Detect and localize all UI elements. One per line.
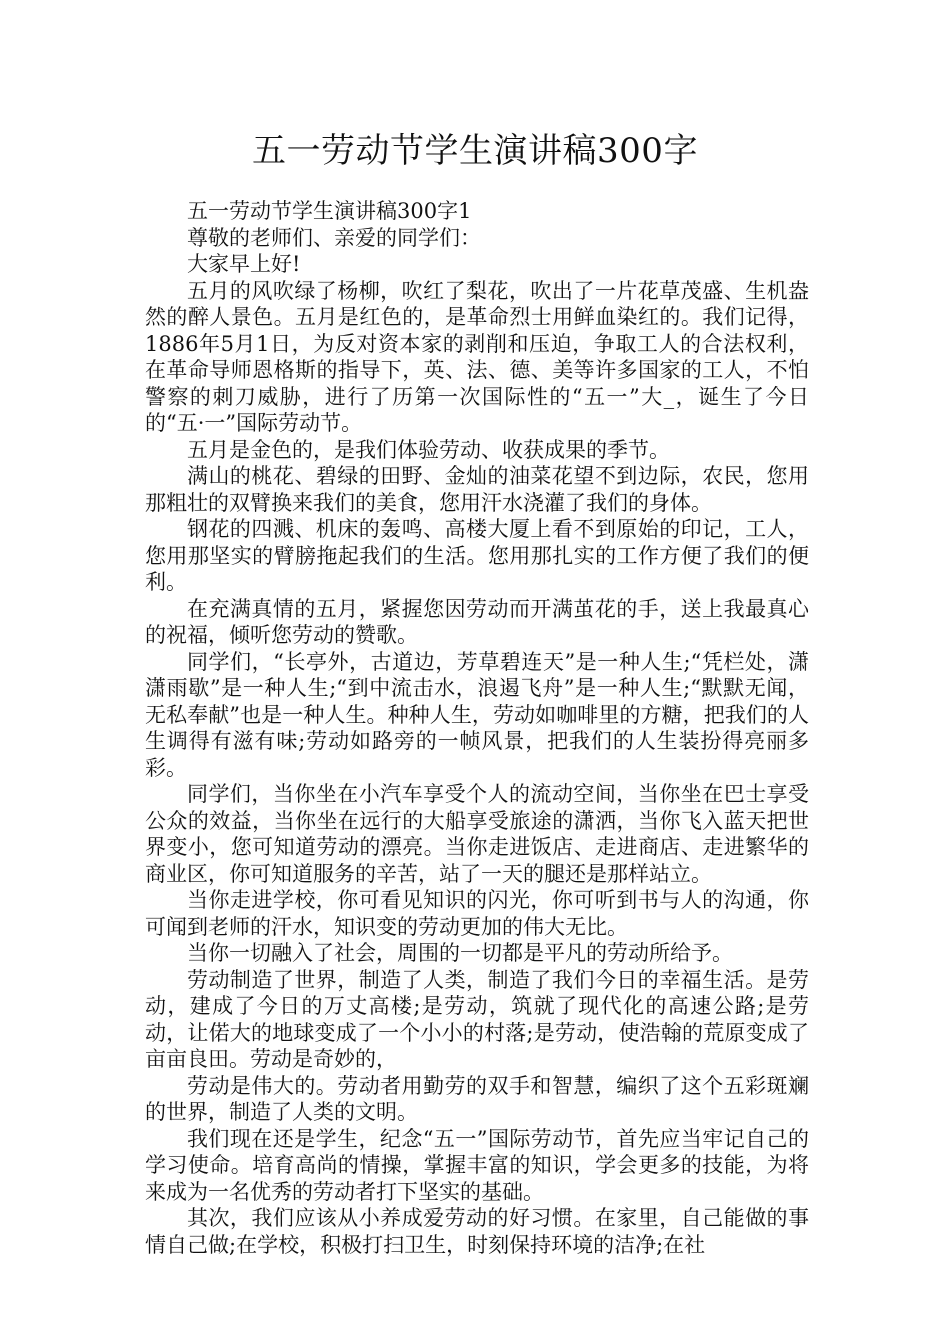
paragraph: 满山的桃花、碧绿的田野、金灿的油菜花望不到边际，农民，您用那粗壮的双臂换来我们的美食，您用汗水浇灌了我们的身体。 [145,464,809,515]
paragraph: 劳动制造了世界，制造了人类，制造了我们今日的幸福生活。是劳动，建成了今日的万丈高楼;是劳动，筑就了现代化的高速公路;是劳动，让偌大的地球变成了一个小小的村落;是劳动，使浩翰的荒原变成了亩亩良田。劳动是奇妙的， [145,967,809,1071]
paragraph: 大家早上好! [187,252,301,276]
paragraph: 劳动是伟大的。劳动者用勤劳的双手和智慧，编织了这个五彩斑斓的世界，制造了人类的文明。 [145,1073,809,1124]
paragraph: 五一劳动节学生演讲稿300字1 [187,199,472,223]
paragraph: 在充满真情的五月，紧握您因劳动而开满茧花的手，送上我最真心的祝福，倾听您劳动的赞歌。 [145,596,809,647]
paragraph: 当你一切融入了社会，周围的一切都是平凡的劳动所给予。 [187,941,733,965]
document-title: 五一劳动节学生演讲稿300字 [252,131,698,171]
paragraph: 其次，我们应该从小养成爱劳动的好习惯。在家里，自己能做的事情自己做;在学校，积极打扫卫生，时刻保持环境的洁净;在社 [145,1206,809,1257]
paragraph: 同学们，当你坐在小汽车享受个人的流动空间，当你坐在巴士享受公众的效益，当你坐在远行的大船享受旅途的潇洒，当你飞入蓝天把世界变小，您可知道劳动的漂亮。当你走进饭店、走进商店、走进繁华的商业区，你可知道服务的辛苦，站了一天的腿还是那样站立。 [145,782,809,886]
paragraph: 我们现在还是学生，纪念“五一”国际劳动节，首先应当牢记自己的学习使命。培育高尚的情操，掌握丰富的知识，学会更多的技能，为将来成为一名优秀的劳动者打下坚实的基础。 [145,1126,809,1204]
paragraph: 当你走进学校，你可看见知识的闪光，你可听到书与人的沟通，你可闻到老师的汗水，知识变的劳动更加的伟大无比。 [145,888,809,939]
paragraph: 五月是金色的，是我们体验劳动、收获成果的季节。 [187,437,670,462]
paragraph: 五月的风吹绿了杨柳，吹红了梨花，吹出了一片花草茂盛、生机盎然的醉人景色。五月是红色的，是革命烈士用鲜血染红的。我们记得，1886年5月1日，为反对资本家的剥削和压迫，争取工人的合法权利，在革命导师恩格斯的指导下，英、法、德、美等许多国家的工人，不怕警察的刺刀威胁，进行了历第一次国际性的“五一”大_，诞生了今日的“五·一”国际劳动节。 [145,278,809,435]
paragraph: 钢花的四溅、机床的轰鸣、高楼大厦上看不到原始的印记，工人，您用那坚实的臂膀拖起我们的生活。您用那扎实的工作方便了我们的便利。 [145,517,809,594]
paragraph: 同学们，“长亭外，古道边，芳草碧连天”是一种人生;“凭栏处，潇潇雨歇”是一种人生;“到中流击水，浪遏飞舟”是一种人生;“默默无闻，无私奉献”也是一种人生。种种人生，劳动如咖啡里的方糖，把我们的人生调得有滋有味;劳动如路旁的一帧风景，把我们的人生装扮得亮丽多彩。 [145,649,809,780]
paragraph: 尊敬的老师们、亲爱的同学们： [187,225,481,250]
document-body [145,198,809,1258]
